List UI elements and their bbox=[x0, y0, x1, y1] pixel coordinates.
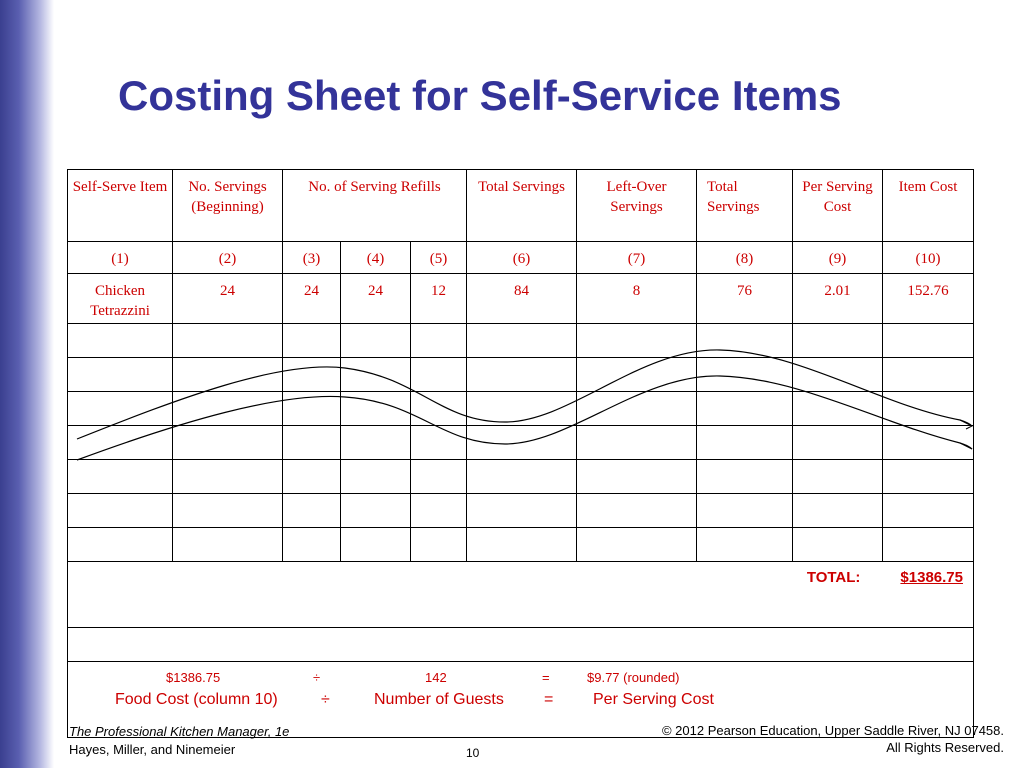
header-total-servings-6: Total Servings bbox=[467, 170, 577, 242]
footer-copyright: © 2012 Pearson Education, Upper Saddle River, NJ 07458. bbox=[661, 723, 1004, 738]
column-number: (2) bbox=[173, 242, 283, 274]
column-number: (4) bbox=[341, 242, 411, 274]
slide-sidebar-decoration bbox=[0, 0, 54, 768]
column-number: (5) bbox=[411, 242, 467, 274]
column-number-row bbox=[68, 242, 974, 274]
column-number: (6) bbox=[467, 242, 577, 274]
formula-result-value: $9.77 (rounded) bbox=[587, 670, 680, 685]
header-servings-beginning: No. Servings (Beginning) bbox=[173, 170, 283, 242]
formula-equals-symbol: = bbox=[542, 670, 550, 685]
formula-food-cost-value: $1386.75 bbox=[166, 670, 221, 685]
empty-row bbox=[68, 324, 974, 358]
column-number: (7) bbox=[577, 242, 697, 274]
table-cell: 12 bbox=[411, 274, 467, 324]
column-number: (10) bbox=[883, 242, 974, 274]
cell-item-name: Chicken Tetrazzini bbox=[68, 274, 173, 324]
column-number: (8) bbox=[697, 242, 793, 274]
footer-page-number: 10 bbox=[466, 746, 480, 760]
header-self-serve-item: Self-Serve Item bbox=[68, 170, 173, 242]
table-row bbox=[68, 274, 974, 324]
table-cell: 2.01 bbox=[793, 274, 883, 324]
formula-divide-label: ÷ bbox=[321, 691, 330, 708]
empty-row bbox=[68, 628, 974, 662]
formula-guests-label: Number of Guests bbox=[374, 691, 504, 708]
empty-row bbox=[68, 494, 974, 528]
costing-table bbox=[67, 169, 974, 738]
table-cell: 84 bbox=[467, 274, 577, 324]
empty-row bbox=[68, 460, 974, 494]
formula-food-cost-label: Food Cost (column 10) bbox=[115, 691, 278, 708]
table-cell: 76 bbox=[697, 274, 793, 324]
table-cell: 24 bbox=[283, 274, 341, 324]
header-serving-refills: No. of Serving Refills bbox=[283, 170, 467, 242]
table-cell: 24 bbox=[341, 274, 411, 324]
formula-divide-symbol: ÷ bbox=[313, 670, 321, 685]
column-number: (3) bbox=[283, 242, 341, 274]
footer-authors: Hayes, Miller, and Ninemeier bbox=[69, 742, 236, 757]
total-row bbox=[68, 562, 974, 628]
empty-row bbox=[68, 358, 974, 392]
footer-book-title: The Professional Kitchen Manager, 1e bbox=[69, 724, 290, 739]
header-total-servings-8: Total Servings bbox=[697, 170, 793, 242]
header-left-over-servings: Left-Over Servings bbox=[577, 170, 697, 242]
column-number: (9) bbox=[793, 242, 883, 274]
header-per-serving-cost: Per Serving Cost bbox=[793, 170, 883, 242]
formula-guest-count-value: 142 bbox=[425, 670, 447, 685]
empty-row bbox=[68, 528, 974, 562]
header-row bbox=[68, 170, 974, 242]
table-cell: 8 bbox=[577, 274, 697, 324]
formula-equals-label: = bbox=[544, 691, 554, 708]
empty-row bbox=[68, 392, 974, 426]
total-value: $1386.75 bbox=[900, 569, 963, 586]
header-item-cost: Item Cost bbox=[883, 170, 974, 242]
table-cell: 24 bbox=[173, 274, 283, 324]
column-number: (1) bbox=[68, 242, 173, 274]
total-cell bbox=[68, 562, 974, 628]
formula-per-serving-cost-label: Per Serving Cost bbox=[593, 691, 714, 708]
total-label: TOTAL: bbox=[806, 569, 861, 586]
empty-row bbox=[68, 426, 974, 460]
slide-title: Costing Sheet for Self-Service Items bbox=[118, 72, 842, 119]
table-cell: 152.76 bbox=[883, 274, 974, 324]
footer-rights: All Rights Reserved. bbox=[886, 740, 1004, 755]
